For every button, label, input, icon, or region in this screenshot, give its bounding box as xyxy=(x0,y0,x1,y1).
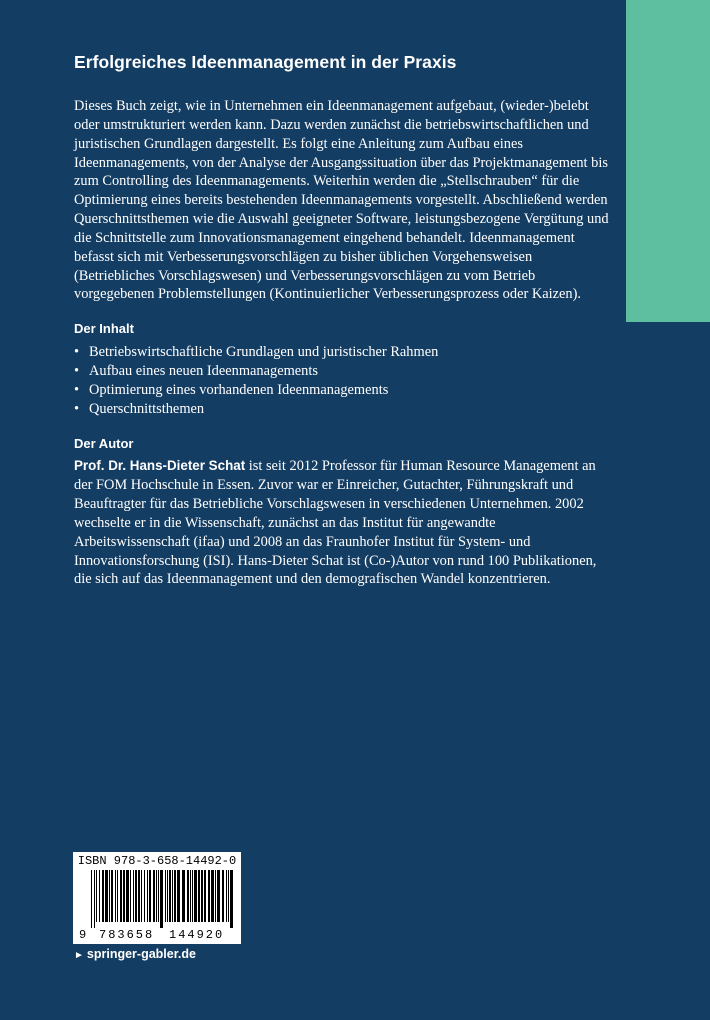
barcode-bar xyxy=(135,870,137,922)
isbn-label: ISBN 978-3-658-14492-0 xyxy=(77,854,237,868)
barcode-bar xyxy=(109,870,110,922)
barcode-bar xyxy=(215,870,216,922)
barcode-bar xyxy=(105,870,108,922)
barcode-bar xyxy=(94,870,95,928)
barcode-bar xyxy=(126,870,129,922)
barcode-bars xyxy=(91,870,237,928)
barcode-bar xyxy=(204,870,206,922)
barcode-bar xyxy=(141,870,142,922)
barcode-bar xyxy=(160,870,163,928)
barcode-bar xyxy=(102,870,104,922)
author-bio: ist seit 2012 Professor für Human Resource Management an der FOM Hochschule in Essen. Zuvor war er Einreicher, Gutachter, Führungskraft und Beauftragter für das Betriebliche Vorschlagswesen in verschiedenen Unternehmen. 2002 wechselte er in die Wissenschaft, zunächst an das Institut für angewandte Arbeitswissenschaft (ifaa) und 2008 an das Fraunhofer Institut für System- und Innovationsforschung (ISI). Hans-Dieter Schat ist (Co-)Autor von rund 100 Publikationen, die sich auf das Ideenmanagement und den demografischen Wandel konzentrieren. xyxy=(74,458,597,588)
barcode-bar xyxy=(158,870,159,922)
website-link[interactable] xyxy=(74,947,196,961)
list-item-label: Optimierung eines vorhandenen Ideenmanagements xyxy=(89,381,389,398)
barcode-bar xyxy=(190,870,191,922)
barcode-bar xyxy=(228,870,229,922)
barcode-bar xyxy=(230,870,233,928)
barcode-bar xyxy=(91,870,92,928)
barcode-bar xyxy=(111,870,113,922)
bullet-icon: • xyxy=(74,400,80,417)
author-heading: Der Autor xyxy=(74,435,134,451)
barcode-bar xyxy=(192,870,193,922)
isbn-barcode xyxy=(73,852,241,944)
barcode-bar xyxy=(222,870,224,922)
barcode-bar xyxy=(226,870,227,922)
barcode-bar xyxy=(130,870,131,922)
list-item-label: Aufbau eines neuen Ideenmanagements xyxy=(89,362,318,379)
barcode-bar xyxy=(169,870,171,922)
website-url: springer-gabler.de xyxy=(86,947,196,961)
bullet-icon: • xyxy=(74,381,80,398)
barcode-bar xyxy=(177,870,180,922)
barcode-bar xyxy=(211,870,214,922)
barcode-digit-first: 9 xyxy=(79,928,87,942)
barcode-bar xyxy=(208,870,210,922)
body-text xyxy=(74,97,610,589)
barcode-bar xyxy=(182,870,185,922)
list-item xyxy=(74,343,610,362)
barcode-bar xyxy=(144,870,145,922)
barcode-bar xyxy=(149,870,151,922)
barcode-bar xyxy=(174,870,176,922)
contents-heading: Der Inhalt xyxy=(74,321,134,337)
barcode-bar xyxy=(194,870,197,922)
barcode-bar xyxy=(138,870,140,922)
barcode-bar xyxy=(217,870,220,922)
author-paragraph xyxy=(74,457,610,589)
barcode-bar xyxy=(123,870,125,922)
list-item xyxy=(74,381,610,400)
barcode-bar xyxy=(167,870,168,922)
barcode-bar xyxy=(198,870,200,922)
back-cover-text xyxy=(74,52,610,589)
arrow-icon: ► xyxy=(74,950,84,961)
barcode-bar xyxy=(153,870,155,922)
barcode-bar xyxy=(99,870,100,922)
bullet-icon: • xyxy=(74,362,80,379)
book-title: Erfolgreiches Ideenmanagement in der Praxis xyxy=(74,52,457,72)
barcode-digits-right: 144920 xyxy=(169,928,225,942)
barcode-digits-left: 783658 xyxy=(99,928,155,942)
author-name: Prof. Dr. Hans-Dieter Schat xyxy=(74,458,246,474)
list-item xyxy=(74,400,610,419)
list-item-label: Betriebswirtschaftliche Grundlagen und juristischer Rahmen xyxy=(89,344,439,361)
barcode-bar xyxy=(165,870,166,922)
barcode-bar xyxy=(96,870,97,922)
barcode-bar xyxy=(156,870,157,922)
barcode-bar xyxy=(120,870,122,922)
contents-list xyxy=(74,343,610,418)
barcode-bar xyxy=(187,870,189,922)
barcode-bar xyxy=(172,870,173,922)
barcode-bar xyxy=(147,870,148,922)
list-item xyxy=(74,362,610,381)
intro-paragraph: Dieses Buch zeigt, wie in Unternehmen ein Ideenmanagement aufgebaut, (wieder-)belebt oder umstrukturiert werden kann. Dazu werden zunächst die betriebswirtschaftlichen und juristischen Grundlagen dargestellt. Es folgt eine Anleitung zum Aufbau eines Ideenmanagements, von der Analyse der Ausgangssituation über das Projektmanagement bis zum Controlling des Ideenmanagements. Weiterhin werden die „Stellschrauben“ für die Optimierung eines bereits bestehenden Ideenmanagements vorgestellt. Abschließend werden Querschnittsthemen wie die Auswahl geeigneter Software, leistungsbezogene Vergütung und die Schnittstelle zum Innovationsmanagement eingehend behandelt. Ideenmanagement befasst sich mit Verbesserungsvorschlägen zu bisher üblichen Vorgehensweisen (Betriebliches Vorschlagswesen) und Verbesserungsvorschlägen zu vom Betrieb vorgegebenen Problemstellungen (Kontinuierlicher Verbesserungsprozess oder Kaizen). xyxy=(74,98,609,303)
accent-strip xyxy=(626,0,710,322)
barcode-bar xyxy=(133,870,134,922)
barcode-bar xyxy=(117,870,118,922)
barcode-bar xyxy=(115,870,116,922)
bullet-icon: • xyxy=(74,344,80,361)
barcode-bar xyxy=(201,870,203,922)
list-item-label: Querschnittsthemen xyxy=(89,400,205,417)
